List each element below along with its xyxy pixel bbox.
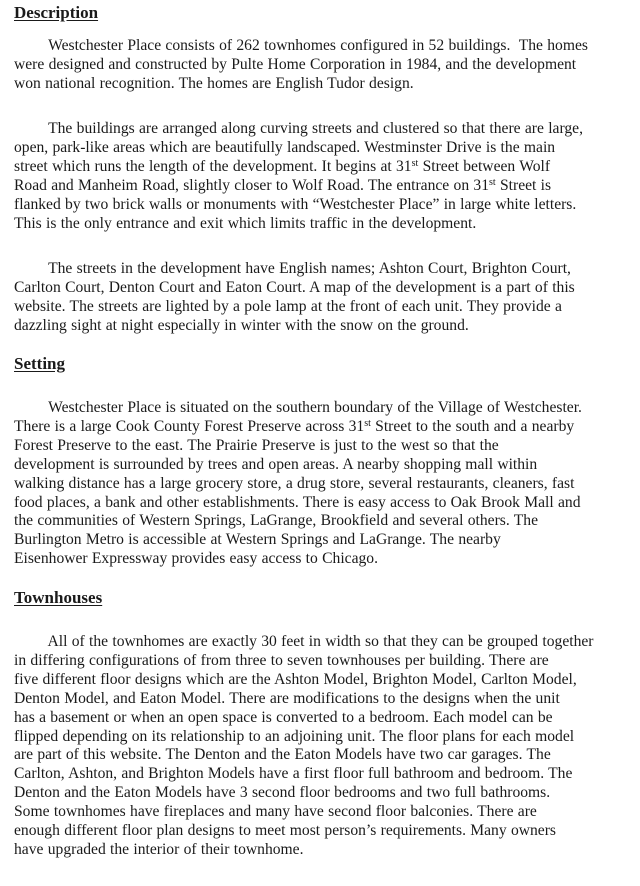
text-segment: Street between Wolf xyxy=(418,157,551,175)
text-line: Westchester Place is situated on the southern boundary of the Village of Westchester. xyxy=(14,399,582,416)
text-segment: Street to the south and a nearby xyxy=(370,417,575,435)
text-line: The buildings are arranged along curving streets and clustered so that there are large, xyxy=(14,120,583,137)
heading-townhouses: Townhouses xyxy=(14,588,103,607)
text-segment: There is a large Cook County Forest Preserve across 31 xyxy=(14,417,365,435)
text-line: enough different floor plan designs to meet most person’s requirements. Many owners xyxy=(14,822,556,840)
heading-description: Description xyxy=(14,3,99,22)
text-line: have upgraded the interior of their townhome. xyxy=(14,840,304,858)
description-paragraph-3 xyxy=(14,260,634,336)
description-paragraph-2 xyxy=(14,120,634,233)
text-line: the communities of Western Springs, LaGrange, Brookfield and several others. The xyxy=(14,512,538,530)
text-line: Westchester Place consists of 262 townhomes configured in 52 buildings. The homes xyxy=(14,37,588,54)
text-line: has a basement or when an open space is converted to a bedroom. Each model can be xyxy=(14,708,553,726)
text-line: in differing configurations of from three to seven townhouses per building. There are xyxy=(14,651,549,669)
text-line: Denton and the Eaton Models have 3 second floor bedrooms and two full bathrooms. xyxy=(14,784,551,802)
ordinal-suffix: st xyxy=(489,176,496,188)
text-line: The streets in the development have English names; Ashton Court, Brighton Court, xyxy=(14,260,571,277)
ordinal-suffix: st xyxy=(411,157,419,169)
heading-setting: Setting xyxy=(14,354,65,373)
text-line: dazzling sight at night especially in winter with the snow on the ground. xyxy=(14,316,469,334)
text-line: website. The streets are lighted by a pole lamp at the front of each unit. They provide a xyxy=(14,297,562,315)
text-line: are part of this website. The Denton and the Eaton Models have two car garages. The xyxy=(14,746,551,764)
ordinal-suffix: st xyxy=(364,417,371,429)
text-segment: street which runs the length of the development. It begins at 31 xyxy=(14,157,412,175)
text-line: open, park-like areas which are beautifully landscaped. Westminster Drive is the main xyxy=(14,138,556,156)
text-line: Carlton Court, Denton Court and Eaton Court. A map of the development is a part of this xyxy=(14,278,575,296)
text-line xyxy=(14,177,634,196)
text-line: Denton Model, and Eaton Model. There are modifications to the designs when the unit xyxy=(14,689,560,707)
text-segment: Road and Manheim Road, slightly closer to Wolf Road. The entrance on 31 xyxy=(14,176,490,194)
text-line: This is the only entrance and exit which limits traffic in the development. xyxy=(14,214,477,232)
setting-paragraph xyxy=(14,399,634,569)
description-paragraph-1 xyxy=(14,37,634,94)
text-line: flanked by two brick walls or monuments with “Westchester Place” in large white letters. xyxy=(14,195,577,213)
text-line: Burlington Metro is accessible at Western Springs and LaGrange. The nearby xyxy=(14,531,501,549)
text-line: walking distance has a large grocery store, a drug store, several restaurants, cleaners, fast xyxy=(14,474,575,492)
text-segment: Street is xyxy=(495,176,552,194)
text-line: Eisenhower Expressway provides easy access to Chicago. xyxy=(14,550,378,568)
text-line: Some townhomes have fireplaces and many have second floor balconies. There are xyxy=(14,803,537,821)
townhouses-paragraph xyxy=(14,633,634,860)
text-line: food places, a bank and other establishments. There is easy access to Oak Brook Mall and xyxy=(14,493,581,511)
text-line: flipped depending on its relationship to an adjoining unit. The floor plans for each model xyxy=(14,727,575,745)
text-line xyxy=(14,418,634,437)
text-line xyxy=(14,158,634,177)
text-line: Forest Preserve to the east. The Prairie Preserve is just to the west so that the xyxy=(14,436,499,454)
text-line: were designed and constructed by Pulte Home Corporation in 1984, and the development xyxy=(14,55,577,73)
text-line: development is surrounded by trees and open areas. A nearby shopping mall within xyxy=(14,455,538,473)
text-line: five different floor designs which are the Ashton Model, Brighton Model, Carlton Model, xyxy=(14,670,577,688)
text-line: won national recognition. The homes are English Tudor design. xyxy=(14,74,414,92)
text-line: Carlton, Ashton, and Brighton Models have a first floor full bathroom and bedroom. The xyxy=(14,765,573,783)
text-line: All of the townhomes are exactly 30 feet in width so that they can be grouped together xyxy=(14,633,594,650)
